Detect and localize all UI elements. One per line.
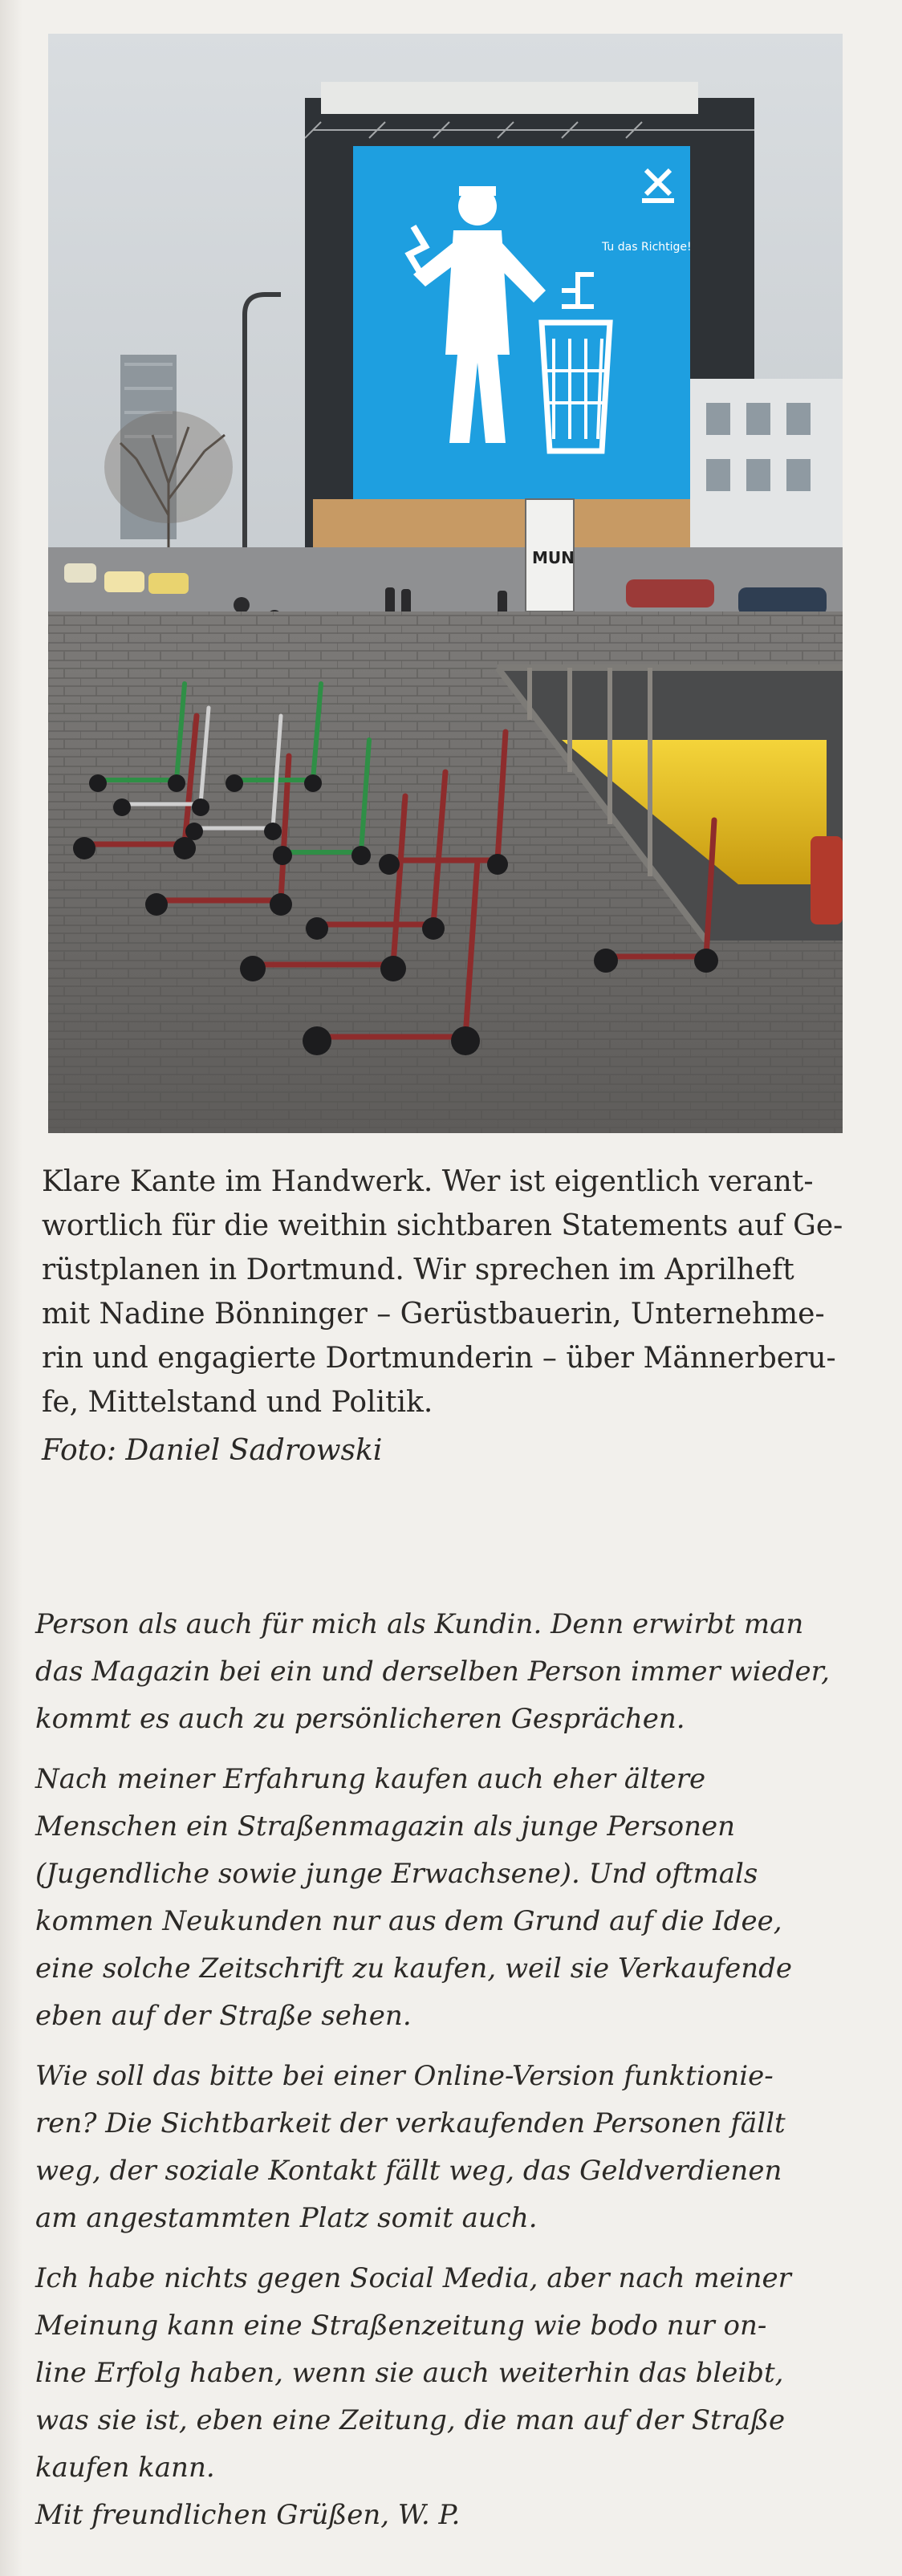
letter-line: Wie soll das bitte bei einer Online-Version funktionie- [35, 2060, 774, 2092]
letter-line: am angestammten Platz somit auch. [35, 2202, 538, 2234]
caption-line: Klare Kante im Handwerk. Wer ist eigentlich verant- [42, 1165, 814, 1198]
photo-credit: Foto: Daniel Sadrowski [42, 1434, 383, 1467]
letter-line: ren? Die Sichtbarkeit der verkaufenden Personen fällt [35, 2107, 786, 2139]
letter-line: was sie ist, eben eine Zeitung, die man auf der Straße [35, 2404, 786, 2436]
letter-line: weg, der soziale Kontakt fällt weg, das Geldverdienen [35, 2155, 782, 2187]
street-photo [48, 34, 843, 1133]
reader-letter [35, 1601, 846, 2505]
caption-line: fe, Mittelstand und Politik. [42, 1386, 433, 1419]
letter-signoff: Mit freundlichen Grüßen, W. P. [35, 2499, 461, 2531]
scaffold-banner [353, 146, 692, 499]
caption-line: mit Nadine Bönninger – Gerüstbauerin, Unternehme- [42, 1298, 825, 1331]
letter-line: Nach meiner Erfahrung kaufen auch eher ältere [35, 1763, 706, 1795]
letter-line: eine solche Zeitschrift zu kaufen, weil sie Verkaufende [35, 1952, 793, 1985]
red-bin [811, 836, 843, 924]
caption-line: wortlich für die weithin sichtbaren Statements auf Ge- [42, 1209, 843, 1242]
letter-paragraph [35, 1601, 846, 1743]
letter-paragraph [35, 2255, 846, 2492]
caption-line: rin und engagierte Dortmunderin – über Männerberu- [42, 1342, 836, 1375]
letter-line: kaufen kann. [35, 2452, 215, 2484]
letter-line: kommen Neukunden nur aus dem Grund auf die Idee, [35, 1905, 782, 1937]
letter-line: Ich habe nichts gegen Social Media, aber nach meiner [35, 2262, 791, 2294]
letter-line: das Magazin bei ein und derselben Person immer wieder, [35, 1656, 830, 1688]
photo-caption [42, 1160, 843, 1424]
caption-line: rüstplanen in Dortmund. Wir sprechen im Aprilheft [42, 1253, 794, 1286]
photo-illustration [48, 34, 843, 1133]
letter-line: line Erfolg haben, wenn sie auch weiterhin das bleibt, [35, 2357, 784, 2389]
letter-line: (Jugendliche sowie junge Erwachsene). Und oftmals [35, 1858, 758, 1890]
letter-line: Menschen ein Straßenmagazin als junge Personen [35, 1810, 735, 1843]
kiosk-sign-text: MUN [532, 548, 575, 567]
banner-slogan: Tu das Richtige! [602, 241, 692, 254]
letter-line: Meinung kann eine Straßenzeitung wie bodo nur on- [35, 2310, 767, 2342]
letter-paragraph [35, 2053, 846, 2242]
letter-paragraph [35, 1756, 846, 2040]
page-gutter-shadow [0, 0, 22, 2576]
letter-line: eben auf der Straße sehen. [35, 2000, 412, 2032]
letter-line: Person als auch für mich als Kundin. Denn erwirbt man [35, 1608, 804, 1640]
letter-line: kommt es auch zu persönlicheren Gesprächen. [35, 1703, 685, 1735]
